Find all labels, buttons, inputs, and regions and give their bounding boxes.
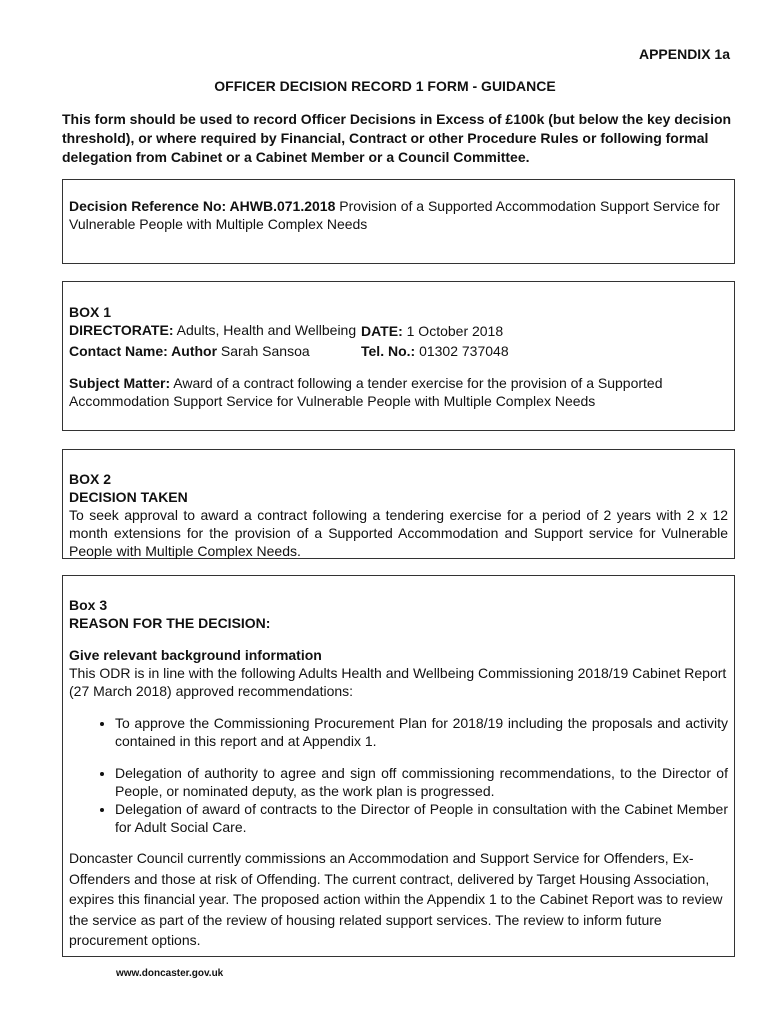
decision-taken-heading: DECISION TAKEN <box>69 489 188 505</box>
reference-label: Decision Reference No: AHWB.071.2018 <box>69 198 336 214</box>
box-1 <box>62 281 735 431</box>
appendix-label: APPENDIX 1a <box>638 46 730 62</box>
contact-value: Sarah Sansoa <box>217 343 310 359</box>
background-text: This ODR is in line with the following Adults Health and Wellbeing Commissioning 2018/19 Cabinet Report (27 March 2018) approved recommendations: <box>69 665 727 699</box>
subject-matter <box>69 374 728 410</box>
directorate-label: DIRECTORATE: <box>69 322 174 338</box>
tel-field <box>361 342 728 360</box>
subject-value: Award of a contract following a tender exercise for the provision of a Supported Accommodation Support Service for Vulnerable People with Multiple Complex Needs <box>69 375 663 409</box>
contact-label: Contact Name: Author <box>69 343 218 359</box>
contact-row <box>69 342 728 360</box>
directorate-row <box>69 321 728 340</box>
reference-text: Provision of a Supported Accommodation Support Service for Vulnerable People with Multiple Complex Needs <box>69 198 720 232</box>
date-value: 1 October 2018 <box>402 323 504 339</box>
contact-field <box>69 342 361 360</box>
decision-reference-box <box>62 179 735 264</box>
box-3 <box>62 575 735 957</box>
form-title: OFFICER DECISION RECORD 1 FORM - GUIDANCE <box>214 78 556 94</box>
reason-heading: REASON FOR THE DECISION: <box>69 615 271 631</box>
box3-heading: Box 3 <box>69 597 108 613</box>
background-heading: Give relevant background information <box>69 647 322 663</box>
tel-label: Tel. No.: <box>361 343 416 359</box>
closing-paragraph: Doncaster Council currently commissions an Accommodation and Support Service for Offenders, Ex-Offenders and those at risk of Offending. The current contract, delivered by Target Housing Association, expires this financial year. The proposed action within the Appendix 1 to the Cabinet Report was to review the service as part of the review of housing related support services. The review to inform future procurement options. <box>69 850 723 948</box>
box-2 <box>62 449 735 559</box>
decision-taken-text: To seek approval to award a contract following a tendering exercise for a period of 2 years with 2 x 12 month extensions for the provision of a Supported Accommodation and Support service for Vulnerable People with Multiple Complex Needs. <box>69 507 728 559</box>
intro-text: This form should be used to record Officer Decisions in Excess of £100k (but below the key decision threshold), or where required by Financial, Contract or other Procedure Rules or following formal delegation from Cabinet or a Cabinet Member or a Council Committee. <box>62 111 732 165</box>
list-item: • To approve the Commissioning Procurement Plan for 2018/19 including the proposals and activity contained in this report and at Appendix 1. <box>115 714 728 750</box>
list-item: • Delegation of authority to agree and sign off commissioning recommendations, to the Director of People, or nominated deputy, as the work plan is progressed. <box>115 764 728 800</box>
tel-value: 01302 737048 <box>415 343 509 359</box>
box1-heading: BOX 1 <box>69 304 112 320</box>
directorate-value: Adults, Health and Wellbeing <box>173 322 357 338</box>
footer-url: www.doncaster.gov.uk <box>116 968 224 979</box>
date-field <box>361 321 728 340</box>
subject-label: Subject Matter: <box>69 375 171 391</box>
date-label: DATE: <box>361 323 403 339</box>
directorate-field <box>69 321 361 340</box>
list-item: • Delegation of award of contracts to the Director of People in consultation with the Cabinet Member for Adult Social Care. <box>115 800 728 836</box>
box2-heading: BOX 2 <box>69 471 112 487</box>
recommendation-list <box>69 714 728 836</box>
